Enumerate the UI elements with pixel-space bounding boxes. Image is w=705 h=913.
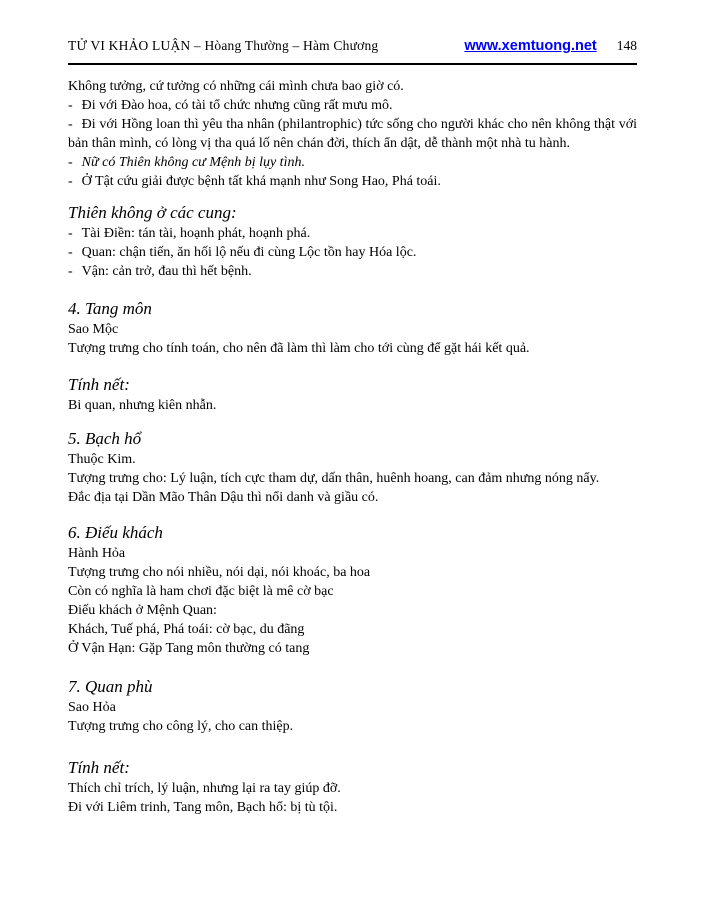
paragraph: Sao Hỏa	[68, 700, 116, 715]
document-body	[68, 77, 637, 817]
section-bach-ho	[68, 427, 637, 507]
paragraph: Hành Hỏa	[68, 546, 126, 561]
section-dieu-khach	[68, 521, 637, 658]
list-item	[68, 96, 637, 115]
paragraph: Còn có nghĩa là ham chơi đặc biệt là mê cờ bạc	[68, 584, 334, 599]
paragraph: Tượng trưng cho nói nhiều, nói dại, nói khoác, ba hoa	[68, 565, 371, 580]
paragraph: Khách, Tuế phá, Phá toái: cờ bạc, du đãng	[68, 622, 305, 637]
bullet-marker: -	[68, 155, 73, 170]
paragraph: Bi quan, nhưng kiên nhẫn.	[68, 398, 217, 413]
section-tinh-net-2	[68, 756, 637, 817]
section-heading: Thiên không ở các cung:	[68, 203, 237, 222]
section-heading: 6. Điếu khách	[68, 523, 163, 542]
list-item-text: Quan: chận tiến, ăn hối lộ nếu đi cùng Lộc tồn hay Hóa lộc.	[81, 245, 417, 260]
paragraph: Thích chỉ trích, lý luận, nhưng lại ra tay giúp đỡ.	[68, 781, 341, 796]
paragraph: Tượng trưng cho tính toán, cho nên đã làm thì làm cho tới cùng để gặt hái kết quả.	[68, 341, 530, 356]
paragraph: Tượng trưng cho công lý, cho can thiệp.	[68, 719, 294, 734]
paragraph: Đắc địa tại Dần Mão Thân Dậu thì nổi danh và giầu có.	[68, 490, 379, 505]
header-divider	[68, 63, 637, 65]
header-title: TỬ VI KHẢO LUẬN – Hòang Thường – Hàm Chương	[68, 38, 379, 53]
page-header	[68, 38, 637, 54]
bullet-marker: -	[68, 245, 73, 260]
website-link[interactable]: www.xemtuong.net	[464, 38, 597, 54]
paragraph: Ở Vận Hạn: Gặp Tang môn thường có tang	[68, 641, 310, 656]
list-item	[68, 262, 637, 281]
header-right	[464, 38, 637, 54]
section-quan-phu	[68, 675, 637, 736]
paragraph: Điếu khách ở Mệnh Quan:	[68, 603, 217, 618]
paragraph: Thuộc Kim.	[68, 452, 136, 467]
list-item-text: Vận: cản trở, đau thì hết bệnh.	[81, 264, 252, 279]
intro-section	[68, 77, 637, 191]
bullet-marker: -	[68, 117, 73, 132]
section-heading: Tính nết:	[68, 375, 130, 394]
paragraph: Tượng trưng cho: Lý luận, tích cực tham dự, dấn thân, huênh hoang, can đảm nhưng nóng nẩy.	[68, 471, 600, 486]
list-item	[68, 243, 637, 262]
section-heading: 5. Bạch hổ	[68, 429, 142, 448]
section-tang-mon	[68, 297, 637, 358]
bullet-marker: -	[68, 264, 73, 279]
section-heading: 4. Tang môn	[68, 299, 152, 318]
paragraph: Không tưởng, cứ tưởng có những cái mình chưa bao giờ có.	[68, 79, 404, 94]
paragraph: Đi với Liêm trinh, Tang môn, Bạch hổ: bị tù tội.	[68, 800, 338, 815]
paragraph: Sao Mộc	[68, 322, 119, 337]
bullet-marker: -	[68, 98, 73, 113]
section-thien-khong	[68, 201, 637, 281]
list-item-text: Nữ có Thiên không cư Mệnh bị lụy tình.	[81, 155, 305, 170]
section-heading: 7. Quan phù	[68, 677, 153, 696]
list-item-text: Đi với Đào hoa, có tài tổ chức nhưng cũng rất mưu mô.	[81, 98, 393, 113]
section-tinh-net-1	[68, 373, 637, 415]
page-number: 148	[616, 38, 637, 53]
bullet-marker: -	[68, 174, 73, 189]
list-item	[68, 224, 637, 243]
list-item	[68, 115, 637, 153]
section-heading: Tính nết:	[68, 758, 130, 777]
list-item	[68, 153, 637, 172]
bullet-marker: -	[68, 226, 73, 241]
list-item-text: Tài Điền: tán tài, hoạnh phát, hoạnh phá.	[81, 226, 311, 241]
list-item	[68, 172, 637, 191]
list-item-text: Đi với Hồng loan thì yêu tha nhân (philantrophic) tức sống cho người khác cho nên không thật với bản thân mình, có lòng vị tha quá lố nên chán đời, thích ẩn dật, dễ thành một nhà tu hành.	[68, 117, 637, 151]
list-item-text: Ở Tật cứu giải được bệnh tất khá mạnh như Song Hao, Phá toái.	[81, 174, 441, 189]
